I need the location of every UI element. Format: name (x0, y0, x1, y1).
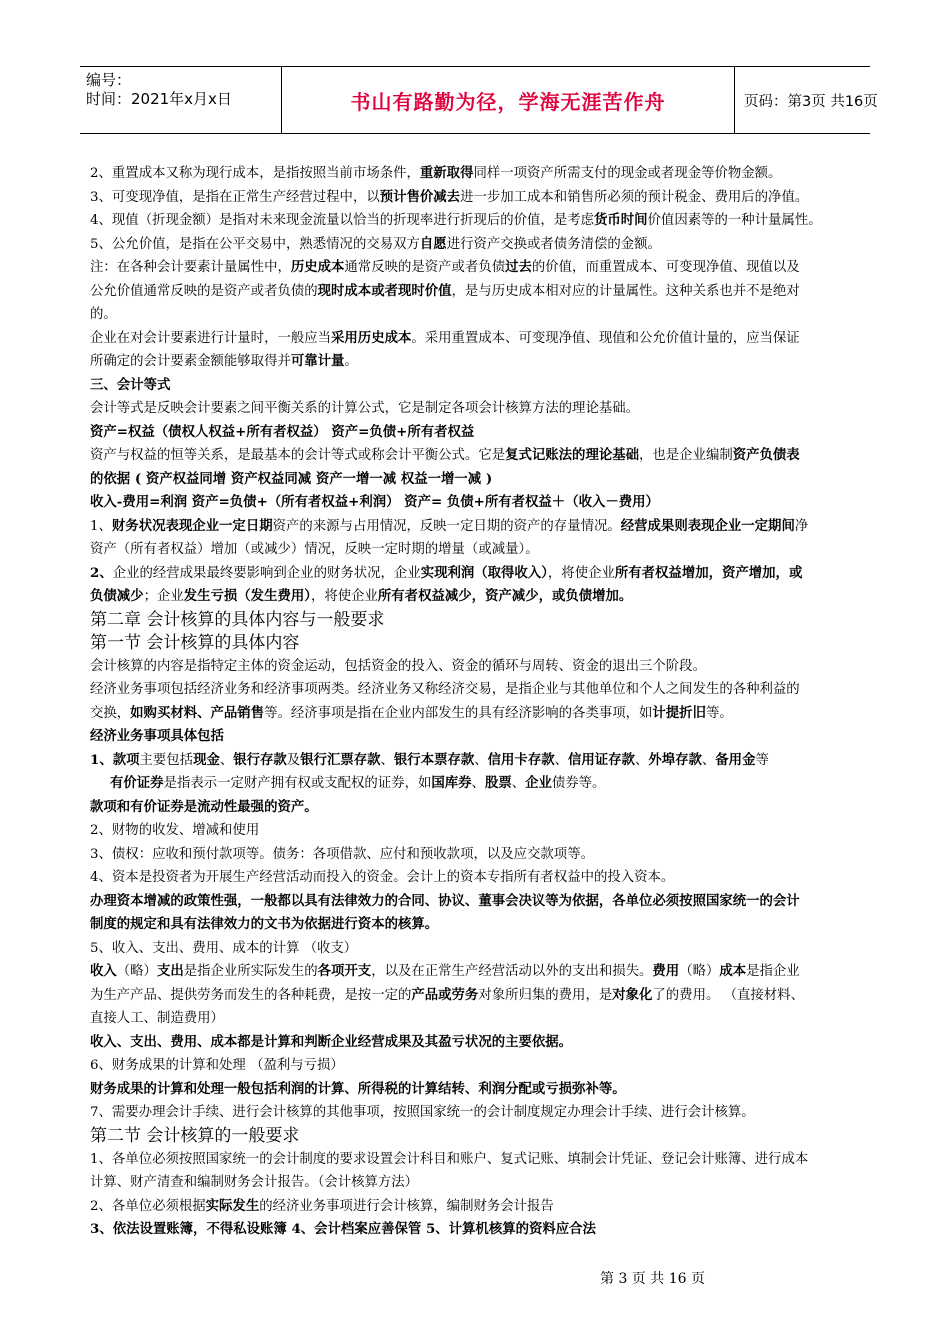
body-paragraph (90, 890, 866, 914)
body-paragraph (90, 280, 866, 304)
body-paragraph (90, 444, 866, 468)
emphasis-text: 资产=权益（债权人权益+所有者权益） 资产=负债+所有者权益 (90, 423, 475, 440)
emphasis-text: 各项开支 (317, 963, 372, 979)
emphasis-text: 支出 (156, 963, 184, 979)
paragraph-text: 1、 (90, 518, 112, 534)
paragraph-text: 第一节 会计核算的具体内容 (90, 632, 300, 653)
emphasis-text: 3、依法设置账簿，不得私设账簿 4、会计档案应善保管 5、计算机核算的资料应合法 (90, 1221, 596, 1237)
body-paragraph (90, 327, 866, 351)
emphasis-text: 三、会计等式 (90, 376, 171, 393)
paragraph-text: 2、各单位必须根据 (90, 1198, 206, 1214)
paragraph-text: 直接人工、制造费用） (90, 1011, 224, 1026)
paragraph-text: 进行资产交换或者债务清偿的金额。 (446, 236, 661, 252)
paragraph-text: 6、财务成果的计算和处理 （盈利与亏损） (90, 1058, 344, 1073)
paragraph-text: 、 (219, 752, 234, 768)
header-meta (80, 67, 282, 133)
paragraph-text: 公允价值通常反映的是资产或者负债的 (90, 283, 318, 299)
emphasis-text: 经济业务事项具体包括 (90, 728, 224, 744)
paragraph-text: 、 (634, 752, 649, 768)
body-paragraph (90, 1195, 866, 1219)
emphasis-text: 所有者权益增加，资产增加，或 (614, 564, 803, 581)
emphasis-text: 现金 (193, 751, 220, 768)
document-body (90, 162, 866, 1242)
paragraph-text: 4、资本是投资者为开展生产经营活动而投入的资金。会计上的资本专指所有者权益中的投入资本。 (90, 870, 675, 885)
paragraph-text: 、 (474, 752, 488, 768)
paragraph-text: 1、各单位必须按照国家统一的会计制度的要求设置会计科目和账户、复式记账、填制会计凭证、登记会计账簿、进行成本 (90, 1151, 809, 1167)
body-paragraph (90, 796, 866, 820)
emphasis-text: 过去 (505, 259, 532, 275)
paragraph-text: 债券等。 (551, 776, 606, 791)
paragraph-text: ，将使企业 (547, 565, 615, 581)
paragraph-text: 净 (794, 518, 809, 534)
body-paragraph (90, 1171, 866, 1195)
body-paragraph (90, 233, 866, 257)
document-number-label: 编号： (86, 71, 132, 89)
emphasis-text: 重新取得 (419, 165, 474, 181)
body-paragraph (90, 562, 866, 586)
emphasis-text: 采用历史成本 (331, 329, 412, 346)
emphasis-text: 实现利润（取得收入） (420, 564, 548, 581)
body-paragraph (90, 1031, 866, 1055)
body-paragraph (90, 678, 866, 702)
paragraph-text: 5、公允价值，是指在公平交易中，熟悉情况的交易双方 (90, 236, 420, 252)
body-paragraph (90, 772, 866, 796)
paragraph-text: 、 (471, 776, 485, 791)
emphasis-text: 负债减少 (90, 588, 144, 604)
emphasis-text: 发生亏损（发生费用） (183, 588, 311, 604)
body-paragraph (90, 913, 866, 937)
emphasis-text: 预计售价减去 (379, 188, 461, 205)
emphasis-text: 银行本票存款 (393, 751, 475, 768)
paragraph-text: 3、可变现净值，是指在正常生产经营过程中，以 (90, 189, 380, 205)
emphasis-text: 有价证券 (110, 775, 164, 791)
paragraph-text: 同样一项资产所需支付的现金或者现金等价物金额。 (473, 166, 782, 181)
paragraph-text: （略） (116, 964, 157, 979)
emphasis-text: 备用金 (715, 751, 756, 768)
emphasis-text: 外埠存款 (648, 751, 702, 768)
emphasis-text: 成本 (719, 963, 747, 979)
body-paragraph (90, 209, 866, 233)
body-paragraph (90, 984, 866, 1008)
paragraph-text: 资产的来源与占用情况，反映一定日期的资产的存量情况。 (272, 518, 621, 534)
body-paragraph (90, 819, 866, 843)
paragraph-text: 通常反映的是资产或者负债 (344, 260, 506, 275)
body-paragraph (90, 702, 866, 726)
emphasis-text: 银行汇票存款 (300, 751, 381, 768)
section-heading (90, 632, 866, 655)
paragraph-text: 的。 (90, 307, 117, 322)
emphasis-text: 自愿 (419, 235, 447, 252)
emphasis-text: 收入-费用=利润 资产=负债+（所有者权益+利润） 资产= 负债+所有者权益＋（收入－费用） (90, 494, 659, 510)
paragraph-text: 计算、财产清查和编制财务会计报告。（会计核算方法） (90, 1175, 419, 1190)
emphasis-text: 实际发生 (205, 1197, 260, 1214)
emphasis-text: 的依据 ( 资产权益同增 资产权益同减 资产一增一减 权益一增一减 ) (90, 470, 493, 487)
paragraph-text: 的经济业务事项进行会计核算，编制财务会计报告 (259, 1198, 554, 1214)
paragraph-text: 资产与权益的恒等关系，是最基本的会计等式或称会计平衡公式。它是 (90, 448, 506, 463)
body-paragraph (90, 515, 866, 539)
paragraph-text: 4、现值（折现金额）是指对未来现金流量以恰当的折现率进行折现后的价值，是考虑 (90, 213, 594, 228)
emphasis-text: 信用卡存款 (487, 751, 555, 768)
emphasis-text: 现时成本或者现时价值 (317, 282, 452, 299)
section-heading (90, 609, 866, 632)
emphasis-text: 财务成果的计算和处理一般包括利润的计算、所得税的计算结转、利润分配或亏损弥补等。 (90, 1080, 626, 1097)
paragraph-text: 对象所归集的费用，是 (478, 987, 613, 1003)
body-paragraph (90, 866, 866, 890)
body-paragraph (90, 1101, 866, 1125)
body-paragraph (90, 397, 866, 421)
paragraph-text: 资产（所有者权益）增加（或减少）情况，反映一定时期的增量（或减量）。 (90, 542, 539, 557)
paragraph-text: 第二节 会计核算的一般要求 (90, 1125, 300, 1146)
emphasis-text: 所有者权益减少，资产减少，或负债增加。 (377, 588, 633, 604)
paragraph-text: 经济业务事项包括经济业务和经济事项两类。经济业务又称经济交易，是指企业与其他单位和个人之间发生的各种利益的 (90, 682, 800, 697)
body-paragraph (90, 1054, 866, 1078)
body-paragraph (90, 749, 866, 773)
body-paragraph (90, 538, 866, 562)
paragraph-text: 等。经济事项是指在企业内部发生的具有经济影响的各类事项，如 (264, 705, 653, 721)
paragraph-text: ；企业 (143, 589, 184, 604)
emphasis-text: 产品或劳务 (411, 986, 479, 1003)
emphasis-text: 信用证存款 (568, 751, 635, 768)
emphasis-text: 如购买材料、产品销售 (130, 704, 265, 721)
body-paragraph (90, 491, 866, 515)
paragraph-text: ，是与历史成本相对应的计量属性。这种关系也并不是绝对 (451, 283, 800, 299)
paragraph-text: （略） (679, 964, 720, 979)
paragraph-text: 及 (286, 752, 301, 768)
body-paragraph (90, 1148, 866, 1172)
paragraph-text: 注：在各种会计要素计量属性中， (90, 260, 291, 275)
paragraph-text: 5、收入、支出、费用、成本的计算 （收支） (90, 940, 358, 956)
emphasis-text: 财务状况表现企业一定日期 (111, 517, 273, 534)
document-date-label: 时间：2021年x月x日 (86, 90, 232, 108)
emphasis-text: 复式记账法的理论基础 (505, 447, 640, 463)
paragraph-text: 是指表示一定财产拥有权或支配权的证券，如 (163, 776, 432, 791)
emphasis-text: 货币时间 (593, 212, 648, 228)
body-paragraph (90, 1007, 866, 1031)
paragraph-text: 、 (554, 752, 568, 768)
header-page-info: 页码：第3页 共16页 (744, 93, 878, 110)
body-paragraph (90, 162, 866, 186)
paragraph-text: 等。 (705, 705, 733, 721)
emphasis-text: 计提折旧 (652, 704, 706, 721)
body-paragraph (90, 1218, 866, 1242)
paragraph-text: 会计等式是反映会计要素之间平衡关系的计算公式，它是制定各项会计核算方法的理论基础。 (90, 401, 640, 416)
body-paragraph (90, 421, 866, 445)
emphasis-text: 收入 (90, 963, 117, 979)
emphasis-text: 国库券 (431, 775, 472, 791)
emphasis-text: 制度的规定和具有法律效力的文书为依据进行资本的核算。 (90, 916, 439, 932)
paragraph-text: 企业的经营成果最终要影响到企业的财务状况，企业 (112, 565, 421, 581)
paragraph-text: 7、需要办理会计手续、进行会计核算的其他事项，按照国家统一的会计制度规定办理会计手续、进行会计核算。 (90, 1105, 755, 1120)
body-paragraph (90, 350, 866, 374)
emphasis-text: 1、款项 (90, 751, 140, 768)
emphasis-text: 企业 (525, 775, 552, 791)
paragraph-text: 、 (380, 752, 394, 768)
emphasis-text: 股票 (484, 775, 512, 791)
body-paragraph (90, 374, 866, 398)
emphasis-text: 银行存款 (233, 751, 287, 768)
section-heading (90, 1125, 866, 1148)
body-paragraph (90, 303, 866, 327)
paragraph-text: 价值因素等的一种计量属性。 (647, 213, 822, 228)
paragraph-text: 等 (755, 752, 769, 768)
emphasis-text: 收入、支出、费用、成本都是计算和判断企业经营成果及其盈亏状况的主要依据。 (90, 1033, 573, 1050)
paragraph-text: 3、债权：应收和预付款项等。债务：各项借款、应付和预收款项，以及应交款项等。 (90, 846, 594, 862)
body-paragraph (90, 256, 866, 280)
body-paragraph (90, 468, 866, 492)
emphasis-text: 款项和有价证券是流动性最强的资产。 (90, 798, 318, 815)
body-paragraph (90, 960, 866, 984)
body-paragraph (90, 186, 866, 210)
body-paragraph (90, 585, 866, 609)
page-footer: 第 3 页 共 16 页 (600, 1271, 705, 1287)
emphasis-text: 办理资本增减的政策性强，一般都以具有法律效力的合同、协议、董事会决议等为依据，各单位必须按照国家统一的会计 (90, 892, 800, 909)
paragraph-text: 、 (701, 752, 716, 768)
paragraph-text: 所确定的会计要素金额能够取得并 (90, 354, 291, 369)
paragraph-text: 为生产产品、提供劳务而发生的各种耗费，是按一定的 (90, 987, 412, 1003)
paragraph-text: 会计核算的内容是指特定主体的资金运动，包括资金的投入、资金的循环与周转、资金的退出三个阶段。 (90, 658, 706, 674)
paragraph-text: 交换， (90, 705, 131, 721)
paragraph-text: 2、财物的收发、增减和使用 (90, 823, 260, 838)
paragraph-text: 是指企业 (746, 964, 800, 979)
body-paragraph (90, 843, 866, 867)
paragraph-text: 、 (511, 776, 526, 791)
emphasis-text: 经营成果则表现企业一定期间 (620, 517, 795, 534)
body-paragraph (90, 937, 866, 961)
paragraph-text: 是指企业所实际发生的 (183, 964, 318, 979)
emphasis-text: 历史成本 (290, 259, 345, 275)
body-paragraph (90, 725, 866, 749)
paragraph-text: ，也是企业编制 (639, 448, 733, 463)
body-paragraph (90, 655, 866, 679)
emphasis-text: 资产负债表 (732, 447, 800, 463)
emphasis-text: 2、 (90, 564, 113, 581)
body-paragraph (90, 1078, 866, 1102)
paragraph-text: ，以及在正常生产经营活动以外的支出和损失。 (371, 964, 653, 979)
emphasis-text: 对象化 (612, 986, 653, 1003)
paragraph-text: 企业在对会计要素进行计量时，一般应当 (90, 330, 332, 346)
paragraph-text: 进一步加工成本和销售所必须的预计税金、费用后的净值。 (460, 189, 809, 205)
paragraph-text: 了的费用。 （直接材料、 (652, 987, 804, 1003)
emphasis-text: 可靠计量 (290, 353, 345, 369)
paragraph-text: 。采用重置成本、可变现净值、现值和公允价值计量的，应当保证 (411, 330, 800, 346)
paragraph-text: ，将使企业 (310, 589, 378, 604)
paragraph-text: 主要包括 (139, 752, 194, 768)
emphasis-text: 费用 (652, 963, 680, 979)
paragraph-text: 的价值，而重置成本、可变现净值、现值以及 (531, 260, 800, 275)
page-header (80, 66, 878, 134)
paragraph-text: 。 (344, 354, 358, 369)
paragraph-text: 第二章 会计核算的具体内容与一般要求 (90, 609, 385, 630)
paragraph-text: 2、重置成本又称为现行成本，是指按照当前市场条件， (90, 166, 420, 181)
header-motto: 书山有路勤为径，学海无涯苦作舟 (282, 67, 735, 133)
